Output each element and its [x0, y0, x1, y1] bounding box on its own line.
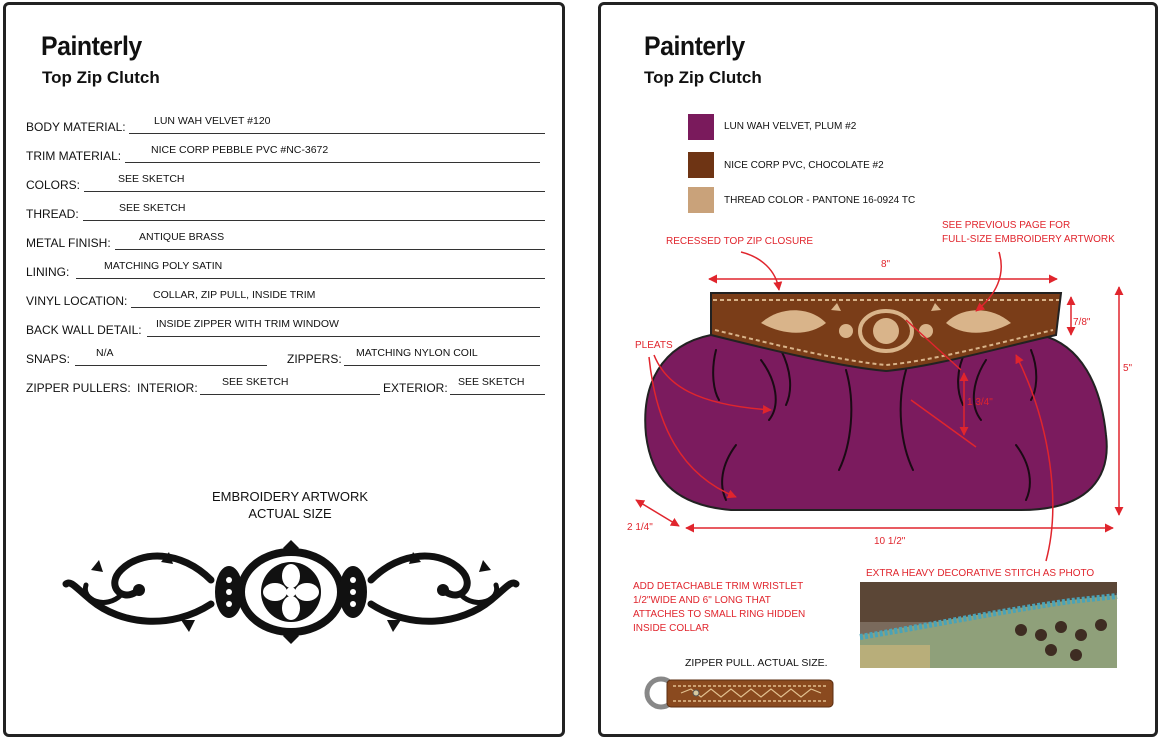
- zipper-pull-caption: ZIPPER PULL. ACTUAL SIZE.: [685, 657, 828, 669]
- swatch-label: THREAD COLOR - PANTONE 16-0924 TC: [724, 195, 916, 206]
- annotation-pleats: PLEATS: [635, 340, 673, 351]
- spec-value: COLLAR, ZIP PULL, INSIDE TRIM: [153, 289, 316, 301]
- swatch-label: LUN WAH VELVET, PLUM #2: [724, 121, 857, 132]
- spec-value: SEE SKETCH: [119, 202, 186, 214]
- dimension-pleat-depth: 1 3/4": [967, 397, 993, 408]
- page-subtitle: Top Zip Clutch: [42, 68, 160, 87]
- annotation-line: ATTACHES TO SMALL RING HIDDEN: [633, 609, 806, 620]
- annotation-recessed-closure: RECESSED TOP ZIP CLOSURE: [666, 236, 814, 247]
- spec-sheet-page: [3, 2, 565, 737]
- spec-row-zipper-pullers: [26, 376, 546, 397]
- annotation-wristlet: [633, 580, 805, 636]
- spec-value: N/A: [96, 347, 114, 359]
- annotation-stitch: EXTRA HEAVY DECORATIVE STITCH AS PHOTO: [866, 568, 1095, 579]
- spec-label: METAL FINISH:: [26, 236, 111, 250]
- annotation-line: SEE PREVIOUS PAGE FOR: [942, 220, 1071, 231]
- spec-underline: [450, 394, 545, 395]
- spec-row-thread: [26, 202, 546, 223]
- spec-row-vinyl-location: [26, 289, 546, 310]
- spec-underline: [83, 220, 545, 221]
- spec-row-back-wall-detail: [26, 318, 546, 339]
- spec-underline: [125, 162, 540, 163]
- spec-row-snaps-zippers: [26, 347, 546, 368]
- spec-underline: [84, 191, 545, 192]
- spec-underline: [131, 307, 540, 308]
- spec-value: LUN WAH VELVET #120: [154, 115, 271, 127]
- spec-underline: [344, 365, 540, 366]
- sketch-page: [598, 2, 1158, 737]
- annotation-line: FULL-SIZE EMBROIDERY ARTWORK: [942, 234, 1115, 245]
- spec-underline: [76, 278, 545, 279]
- spec-row-metal-finish: [26, 231, 546, 252]
- dimension-collar-height: 7/8": [1073, 317, 1091, 328]
- spec-value: SEE SKETCH: [118, 173, 185, 185]
- spec-label: INTERIOR:: [137, 381, 198, 395]
- spec-label: BODY MATERIAL:: [26, 120, 126, 134]
- spec-label: BACK WALL DETAIL:: [26, 323, 142, 337]
- embroidery-artwork-image: [61, 540, 521, 645]
- annotation-see-previous: [942, 219, 1115, 247]
- brand-title: Painterly: [644, 31, 745, 61]
- dimension-top-width: 8": [881, 259, 891, 270]
- embroidery-caption-line1: EMBROIDERY ARTWORK: [211, 489, 369, 504]
- embroidery-caption: [170, 488, 410, 522]
- annotation-line: INSIDE COLLAR: [633, 623, 710, 634]
- spec-value: SEE SKETCH: [222, 376, 289, 388]
- spec-row-trim-material: [26, 144, 546, 165]
- spec-underline: [75, 365, 267, 366]
- spec-row-body-material: [26, 115, 546, 136]
- spec-label: SNAPS:: [26, 352, 71, 366]
- spec-underline: [147, 336, 540, 337]
- spec-value: INSIDE ZIPPER WITH TRIM WINDOW: [156, 318, 339, 330]
- spec-underline: [200, 394, 380, 395]
- dimension-bottom-width: 10 1/2": [874, 536, 906, 547]
- swatch-label: NICE CORP PVC, CHOCOLATE #2: [724, 160, 884, 171]
- brand-title: Painterly: [41, 31, 142, 61]
- spec-label: VINYL LOCATION:: [26, 294, 128, 308]
- dimension-bottom-depth: 2 1/4": [627, 522, 653, 533]
- annotation-line: ADD DETACHABLE TRIM WRISTLET: [633, 581, 804, 592]
- spec-label: THREAD:: [26, 207, 79, 221]
- spec-label: LINING:: [26, 265, 70, 279]
- spec-value: SEE SKETCH: [458, 376, 525, 388]
- dimension-total-height: 5": [1123, 363, 1133, 374]
- spec-label: COLORS:: [26, 178, 81, 192]
- spec-underline: [129, 133, 545, 134]
- spec-label: EXTERIOR:: [383, 381, 448, 395]
- stitch-photo: [860, 582, 1117, 668]
- spec-underline: [115, 249, 545, 250]
- spec-label: ZIPPER PULLERS:: [26, 381, 131, 395]
- embroidery-caption-line2: ACTUAL SIZE: [248, 506, 332, 521]
- spec-label: ZIPPERS:: [287, 352, 342, 366]
- spec-label: TRIM MATERIAL:: [26, 149, 122, 163]
- spec-value: ANTIQUE BRASS: [139, 231, 225, 243]
- spec-value: MATCHING POLY SATIN: [104, 260, 223, 272]
- spec-value: NICE CORP PEBBLE PVC #NC-3672: [151, 144, 329, 156]
- page-subtitle: Top Zip Clutch: [644, 68, 762, 87]
- spec-row-colors: [26, 173, 546, 194]
- annotation-line: 1/2"WIDE AND 6" LONG THAT: [633, 595, 771, 606]
- zipper-pull-image: [647, 679, 833, 707]
- spec-row-lining: [26, 260, 546, 281]
- spec-value: MATCHING NYLON COIL: [356, 347, 478, 359]
